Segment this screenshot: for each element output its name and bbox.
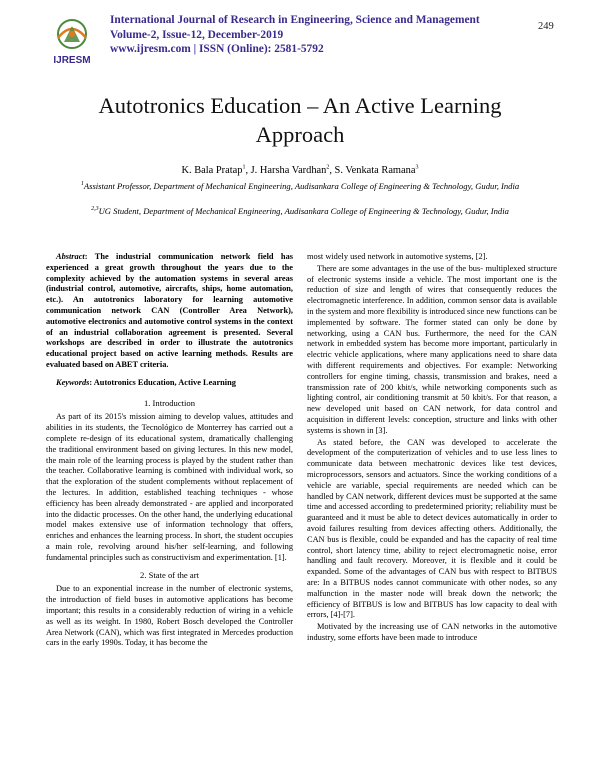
paragraph: most widely used network in automotive systems, [2]. [307, 252, 488, 261]
paper-title-line1: Autotronics Education – An Active Learning [98, 93, 502, 118]
section-heading-introduction: 1. Introduction [143, 397, 196, 408]
affiliation-sup: 2,3 [91, 206, 99, 213]
journal-logo-text: IJRESM [53, 55, 91, 66]
affiliation-text: Assistant Professor, Department of Mechanical Engineering, Audisankara College of Engineering & Technology, Gudur, India [83, 181, 520, 191]
paper-title-line2: Approach [255, 122, 345, 147]
paragraph: Due to an exponential increase in the number of electronic systems, the introduction of field buses in automotive applications has become important; this results in a considerably reduction of wiring in a vehicle as well as its weight. In 1980, Robert Bosch developed the Controller Area Network (CAN), which was first integrated in Mercedes production cars in the early 1990s. Today, it has become the [46, 584, 293, 648]
author-sup: 1 [242, 164, 246, 171]
author-separator: , [245, 165, 251, 176]
author-sup: 3 [415, 164, 419, 171]
author-name: S. Venkata Ramana [334, 165, 416, 176]
right-column [307, 252, 557, 645]
section-heading-state-of-the-art: 2. State of the art [140, 569, 199, 580]
left-column [46, 252, 293, 650]
paragraph: As stated before, the CAN was developed to accelerate the development of the computerization of vehicles and to use less lines to communicate data between mechatronic devices like test devices, microprocessors, sensors and actuators. Since the working conditions of a vehicle are variable, special requirements are needed which can be handled by CAN network, different devices must be supported at the same time and accessed according to predetermined priority; reliability must be guaranteed and it must be able to detect devices automatically in order to avoid failures resulting from devices affecting others. Additionally, the CAN bus is flexible, could be expanded and has the capacity of real time control, short latency time, ability to reject electromagnetic noise, error handling and fault recovery. Moreover, it is flexible and it could be expanded. Some of the advantages of CAN bus with respect to BITBUS are: In a BITBUS nodes cannot communicate with other nodes, so any malfunction in the master node will break down the network; the efficiency of BITBUS is low and BITBUS has low capacity to deal with errors, [4]-[7]. [307, 437, 557, 620]
affiliation-1 [70, 181, 530, 193]
abstract-text: : The industrial communication network field has experienced a great growth throughout the years due to the complexity achieved by the automation systems in several areas (industrial control, automotive, aircrafts, ships, home automation, etc.). An autotronics laboratory for learning automotive communication network CAN (Controller Area Network), automotive electronics and automotive control systems in the context of an industrial collaboration agreement is presented. Several workshops are described in order to illustrate the autotronics educational project based on active learning methods. Results are evaluated based on ABET criteria. [46, 252, 293, 369]
paragraph: There are some advantages in the use of the bus- multiplexed structure of electronic systems inside a vehicle. The most important one is the reduction of size and length of wires that consequently reduces the electromagnetic interference. In addition, common sensor data is available in the system and more flexibility is introduced since new functions can be implemented by software. The former stated can only be done by networking, using a CAN bus. Furthermore, the need for the CAN network in embedded system has become more important, particularly in electric vehicle applications, where many applications need to share data with different requirements and objectives. For example: Networking controllers for engine timing, chassis, transmission and brakes, need a transmission rate of 200 kbit/s, while networking components such as lighting control, air conditioning transmit at 50 kbit/s. For that reason, a new developed unit based on CAN network, for data control and acquisition in different levels: conception, structure and links with other systems is shown in [3]. [307, 263, 557, 435]
journal-volume: Volume-2, Issue-12, December-2019 [110, 28, 284, 41]
author-name: K. Bala Pratap [181, 165, 243, 176]
affiliation-text: UG Student, Department of Mechanical Engineering, Audisankara College of Engineering & Technology, Gudur, India [98, 206, 509, 216]
journal-name: International Journal of Research in Engineering, Science and Management [110, 14, 480, 26]
journal-logo [44, 16, 100, 66]
paragraph: Motivated by the increasing use of CAN networks in the automotive industry, some efforts have been made to introduce [307, 622, 557, 642]
paragraph: As part of its 2015's mission aiming to develop values, attitudes and abilities in its students, the Tecnológico de Monterrey has carried out a complete re-design of its educational system, dramatically challenging the traditional environment based on giving lectures. In this new model, the main role of the learning process is played by the student rather than the teacher. Collaborative learning is combined with individual work, so that the exploration of the student complements without replacement of the lectures. In addition, established teaching techniques - whose efficiency has been already demonstrated - are applied and incorporated into the didactic processes. On the other hand, the underlying educational model makes extensive use of information technology that offers, enriches and enhances the learning process. In short, the student occupies a main role, revolving around his/her self-learning, and following fundamental principles such as constructivism and experimentation. [1]. [46, 412, 293, 562]
author-sup: 2 [326, 164, 330, 171]
keywords-label: Keywords [56, 377, 90, 387]
author-separator: , [329, 165, 335, 176]
abstract-label: Abstract [56, 252, 85, 261]
abstract [46, 252, 293, 371]
affiliation-2 [70, 206, 530, 218]
journal-header [110, 13, 550, 57]
keywords-text: : Autotronics Education, Active Learning [89, 377, 236, 387]
author-list [40, 165, 560, 176]
affiliation-sup: 1 [80, 181, 84, 188]
keywords [46, 378, 293, 389]
journal-website-issn: www.ijresm.com | ISSN (Online): 2581-5792 [110, 43, 324, 56]
author-name: J. Harsha Vardhan [250, 165, 327, 176]
journal-logo-icon [44, 16, 100, 66]
page-number: 249 [538, 21, 554, 32]
paper-title [40, 91, 560, 149]
